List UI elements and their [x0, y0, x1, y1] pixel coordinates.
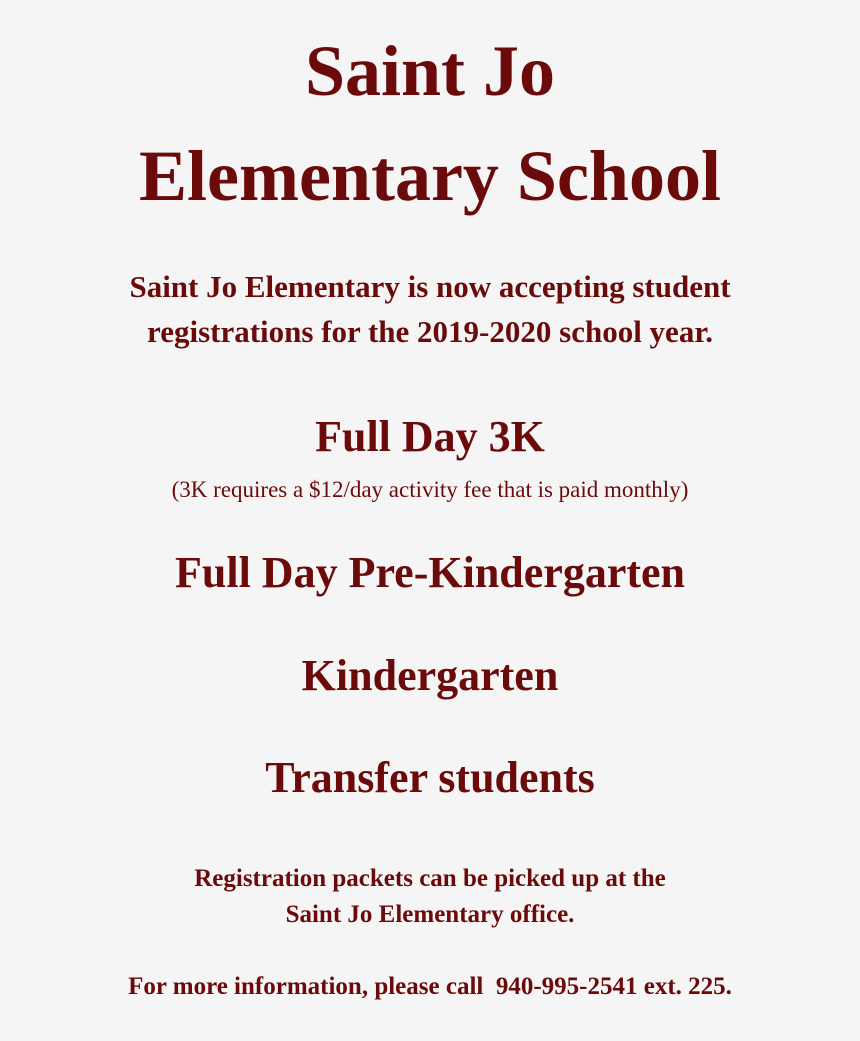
packets-line-2: Saint Jo Elementary office.	[285, 901, 575, 928]
intro-line-2: registrations for the 2019-2020 school year.	[147, 314, 713, 349]
program-full-day-3k: Full Day 3K	[315, 412, 545, 461]
program-kindergarten: Kindergarten	[301, 651, 559, 700]
title-line-1: Saint Jo	[304, 31, 556, 111]
contact-info: For more information, please call 940-995-2541 ext. 225.	[128, 973, 732, 1000]
title-line-2: Elementary School	[139, 136, 721, 216]
program-3k-fee-note: (3K requires a $12/day activity fee that is paid monthly)	[171, 477, 689, 502]
intro-line-1: Saint Jo Elementary is now accepting student	[129, 269, 731, 304]
program-transfer-students: Transfer students	[265, 753, 595, 802]
program-pre-kindergarten: Full Day Pre-Kindergarten	[175, 548, 685, 597]
packets-line-1: Registration packets can be picked up at the	[194, 865, 666, 892]
